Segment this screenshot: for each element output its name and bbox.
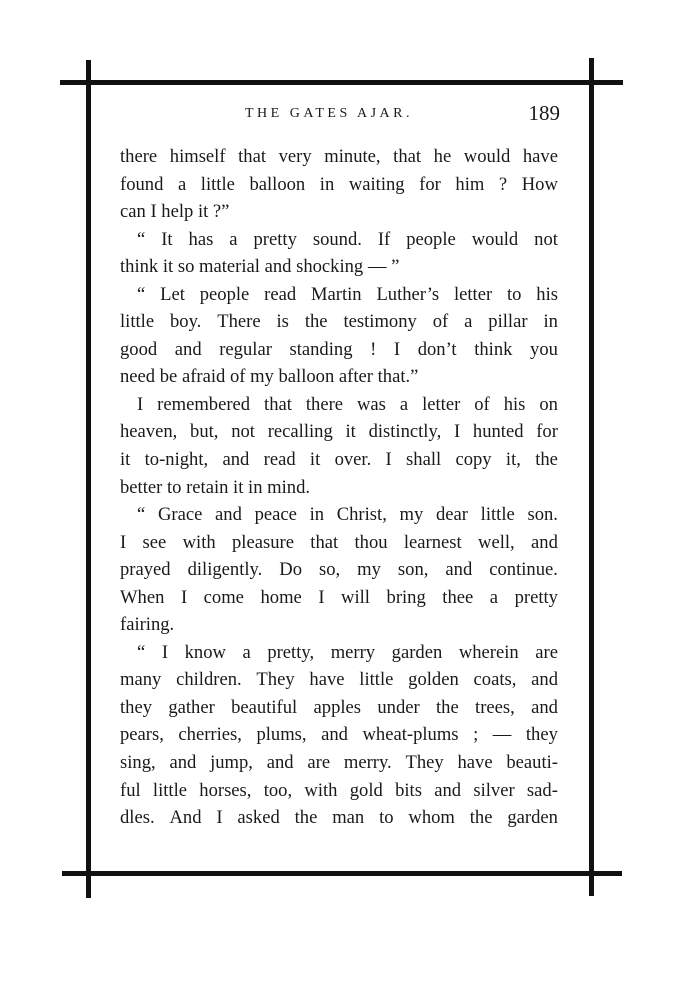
text-line: prayed diligently. Do so, my son, and continue. [120,559,558,581]
text-line: can I help it ?” [120,201,230,223]
page-number: 189 [528,101,560,125]
text-line: When I come home I will bring thee a pretty [120,586,558,608]
text-line: found a little balloon in waiting for him ? How [120,173,558,195]
right-border-rule [589,58,594,896]
text-line: sing, and jump, and are merry. They have beauti- [120,752,558,774]
left-border-rule [86,60,91,898]
text-line: “ It has a pretty sound. If people would not [137,228,558,250]
text-line: pears, cherries, plums, and wheat-plums ; — they [120,724,558,746]
text-line: dles. And I asked the man to whom the garden [120,807,558,829]
text-line: fairing. [120,614,175,636]
text-line: there himself that very minute, that he would have [120,146,558,167]
text-line: it to-night, and read it over. I shall copy it, the [120,449,558,471]
running-title: THE GATES AJAR. [245,106,414,121]
text-line: I see with pleasure that thou learnest well, and [120,531,558,553]
text-line: little boy. There is the testimony of a pillar in [120,311,558,333]
page-header [120,103,560,129]
bottom-border-rule [62,871,622,876]
text-line: think it so material and shocking — ” [120,256,400,278]
top-border-rule [60,80,623,85]
text-line: good and regular standing ! I don’t think you [120,338,558,360]
text-line: “ Let people read Martin Luther’s letter to his [137,283,558,305]
text-line: “ Grace and peace in Christ, my dear little son. [137,504,558,526]
text-line: need be afraid of my balloon after that.” [120,366,419,388]
text-line: heaven, but, not recalling it distinctly, I hunted for [120,421,558,443]
text-line: they gather beautiful apples under the trees, and [120,696,558,718]
text-line: “ I know a pretty, merry garden wherein are [137,641,558,663]
text-line: better to retain it in mind. [120,476,311,498]
text-line: ful little horses, too, with gold bits and silver sad- [120,779,558,801]
text-line: many children. They have little golden coats, and [120,669,558,691]
body-text [120,143,558,832]
text-line: I remembered that there was a letter of his on [137,393,558,415]
